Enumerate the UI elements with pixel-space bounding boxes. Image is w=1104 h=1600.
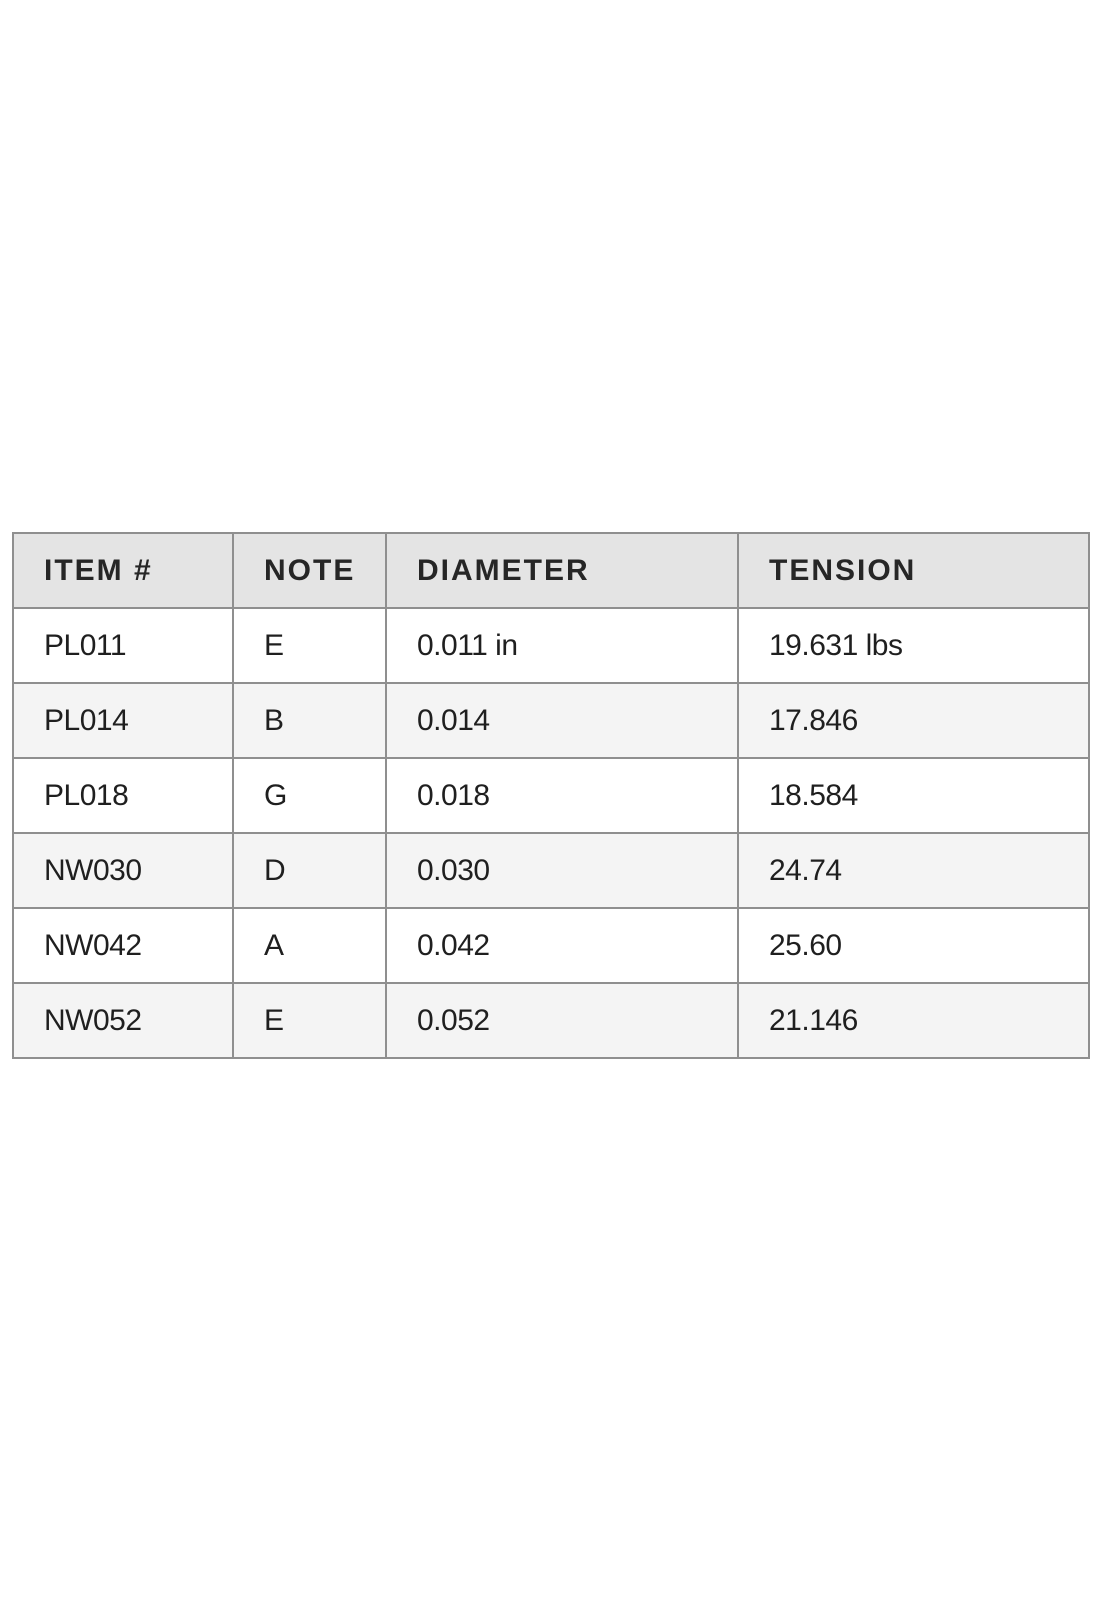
- cell-diameter: 0.042: [386, 908, 738, 983]
- cell-diameter: 0.018: [386, 758, 738, 833]
- cell-note: E: [233, 608, 386, 683]
- table-header-row: [13, 533, 1089, 608]
- cell-diameter: 0.052: [386, 983, 738, 1058]
- string-spec-table: [12, 532, 1090, 1059]
- header-tension: TENSION: [738, 533, 1089, 608]
- table-row: [13, 908, 1089, 983]
- cell-tension: 19.631 lbs: [738, 608, 1089, 683]
- cell-note: A: [233, 908, 386, 983]
- table-row: [13, 758, 1089, 833]
- cell-note: E: [233, 983, 386, 1058]
- cell-item-number: NW030: [13, 833, 233, 908]
- header-diameter: DIAMETER: [386, 533, 738, 608]
- cell-item-number: NW042: [13, 908, 233, 983]
- cell-tension: 24.74: [738, 833, 1089, 908]
- cell-diameter: 0.014: [386, 683, 738, 758]
- cell-tension: 21.146: [738, 983, 1089, 1058]
- cell-item-number: PL011: [13, 608, 233, 683]
- header-note: NOTE: [233, 533, 386, 608]
- string-spec-table-container: [12, 532, 1088, 1059]
- cell-item-number: PL018: [13, 758, 233, 833]
- cell-note: G: [233, 758, 386, 833]
- cell-note: D: [233, 833, 386, 908]
- table-row: [13, 983, 1089, 1058]
- table-row: [13, 833, 1089, 908]
- cell-tension: 17.846: [738, 683, 1089, 758]
- cell-diameter: 0.011 in: [386, 608, 738, 683]
- cell-diameter: 0.030: [386, 833, 738, 908]
- cell-tension: 25.60: [738, 908, 1089, 983]
- table-row: [13, 683, 1089, 758]
- cell-note: B: [233, 683, 386, 758]
- header-item-number: ITEM #: [13, 533, 233, 608]
- cell-tension: 18.584: [738, 758, 1089, 833]
- table-row: [13, 608, 1089, 683]
- cell-item-number: PL014: [13, 683, 233, 758]
- cell-item-number: NW052: [13, 983, 233, 1058]
